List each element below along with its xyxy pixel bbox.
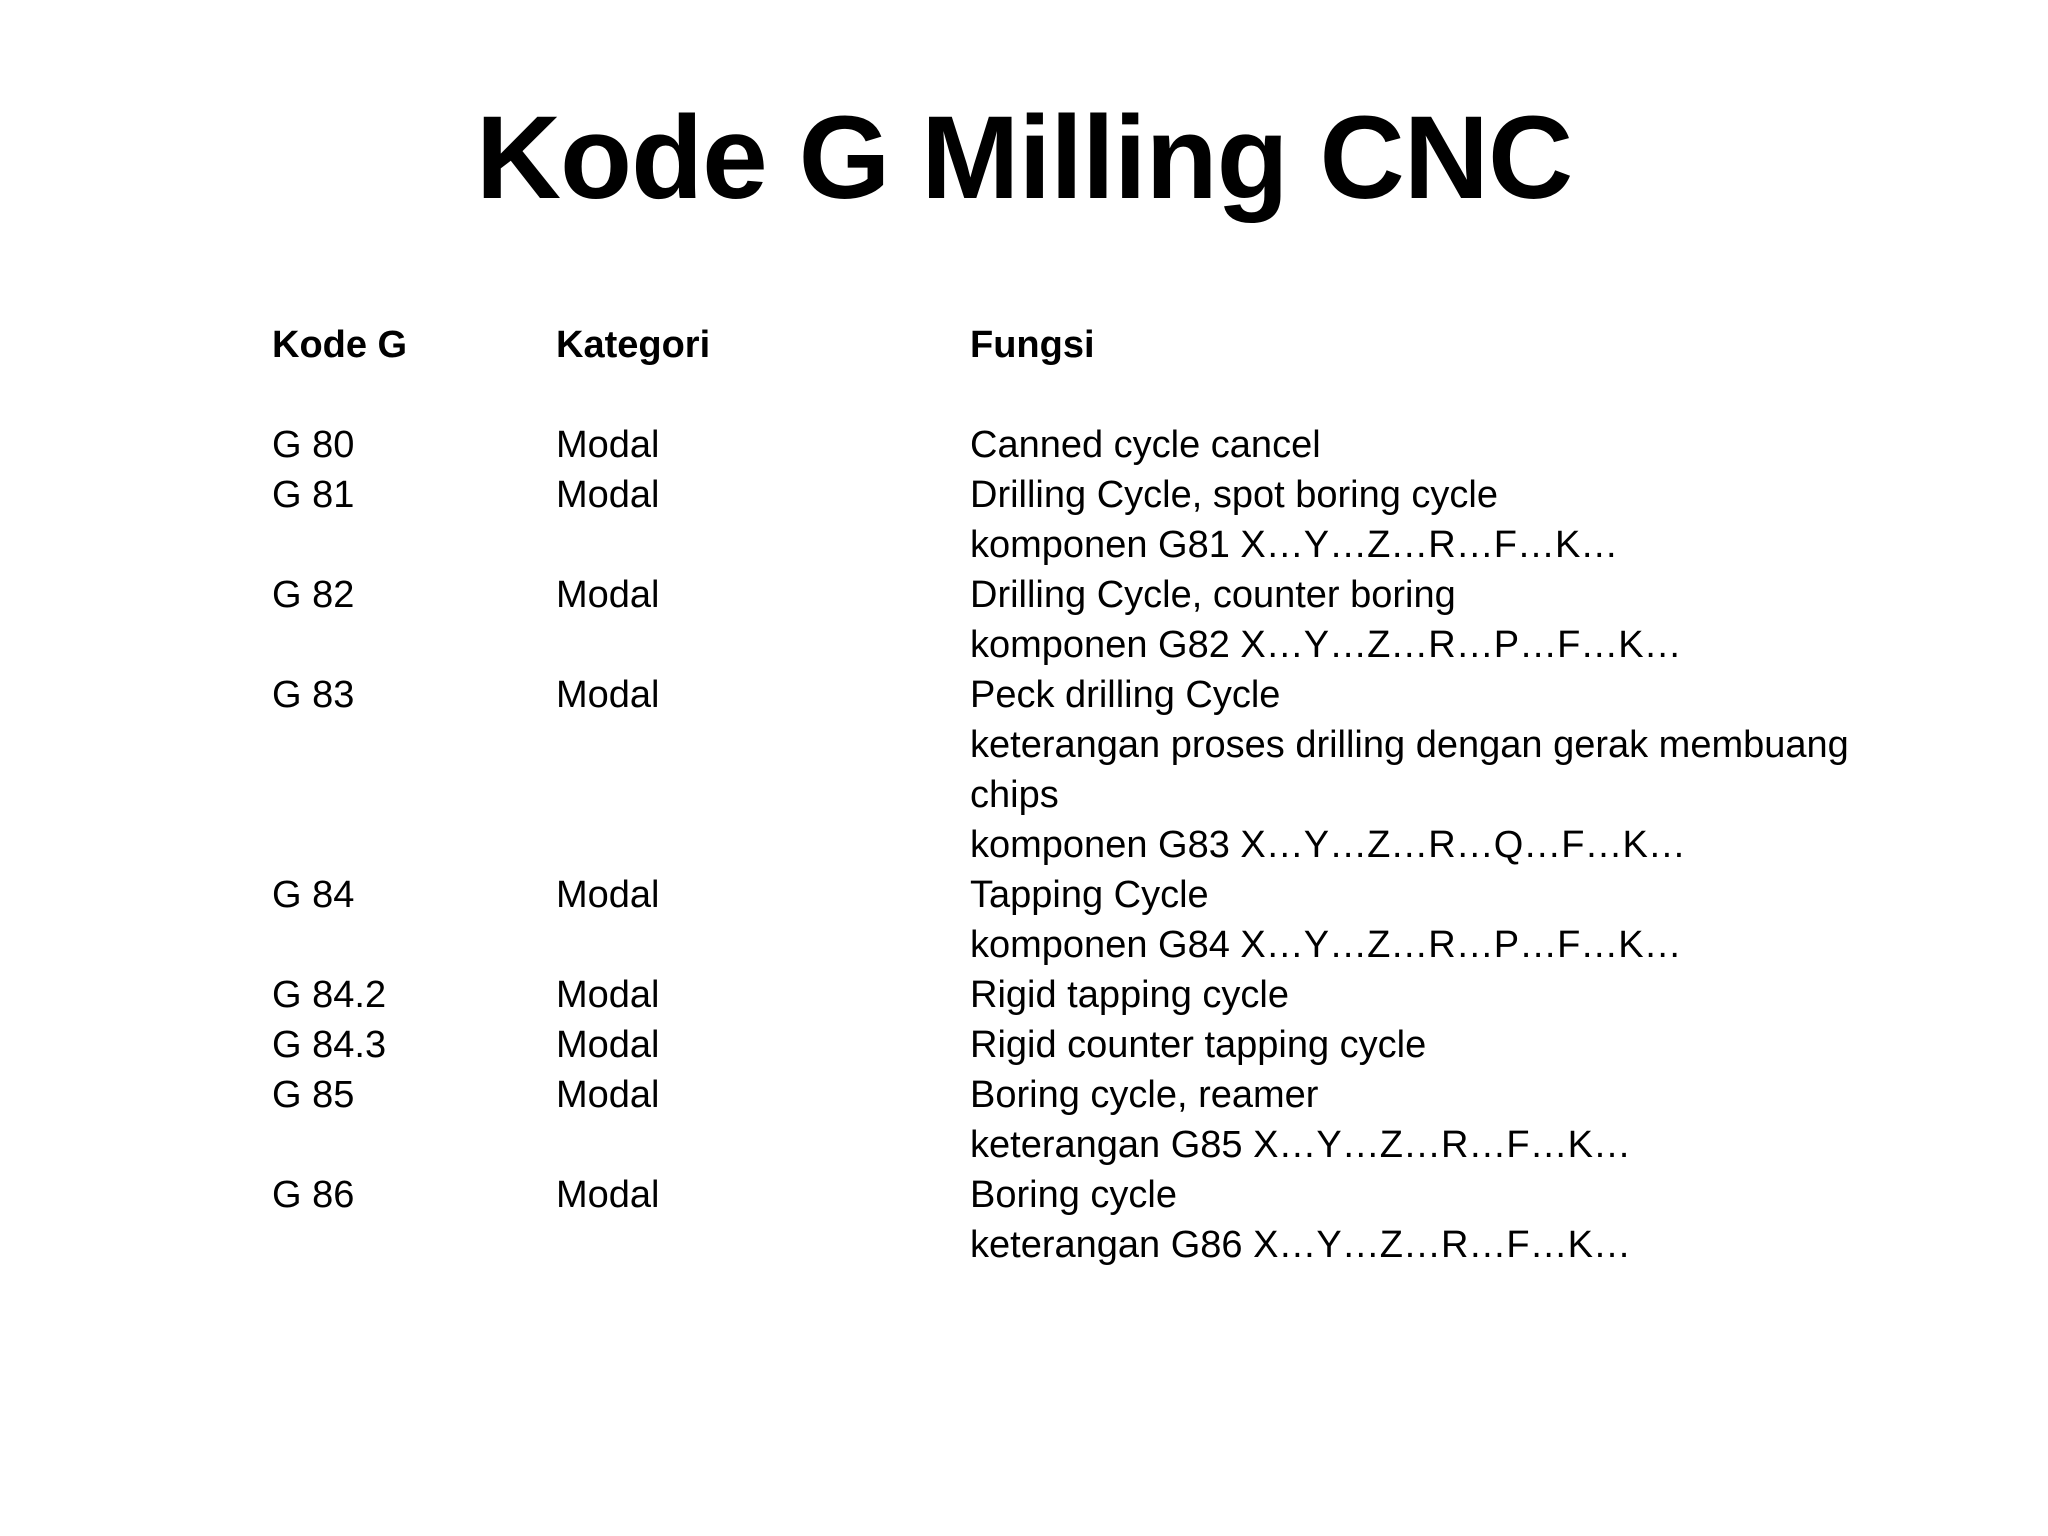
row-category: Modal [556, 974, 660, 1016]
table-row [272, 1070, 1972, 1170]
header-function: Fungsi [970, 324, 1095, 366]
row-function [970, 1070, 1890, 1170]
header-code: Kode G [272, 324, 408, 366]
function-line: Drilling Cycle, spot boring cycle [970, 474, 1498, 516]
row-code: G 84.3 [272, 1024, 387, 1066]
row-function [970, 970, 1890, 1020]
row-code: G 82 [272, 574, 355, 616]
row-code: G 83 [272, 674, 355, 716]
function-line: Peck drilling Cycle [970, 674, 1281, 716]
function-line: Canned cycle cancel [970, 424, 1321, 466]
table-row [272, 420, 1972, 470]
row-function [970, 870, 1890, 970]
function-line: komponen G84 X…Y…Z…R…P…F…K… [970, 924, 1682, 966]
function-line: keterangan G86 X…Y…Z…R…F…K… [970, 1224, 1631, 1266]
row-category: Modal [556, 1074, 660, 1116]
table-row [272, 470, 1972, 570]
function-line: Rigid tapping cycle [970, 974, 1289, 1016]
table-row [272, 970, 1972, 1020]
row-category: Modal [556, 424, 660, 466]
row-code: G 84.2 [272, 974, 387, 1016]
table-row [272, 1170, 1972, 1270]
row-function [970, 570, 1890, 670]
function-line: Rigid counter tapping cycle [970, 1024, 1427, 1066]
row-code: G 86 [272, 1174, 355, 1216]
row-function [970, 420, 1890, 470]
function-line: Drilling Cycle, counter boring [970, 574, 1456, 616]
row-category: Modal [556, 1024, 660, 1066]
function-line: komponen G81 X…Y…Z…R…F…K… [970, 524, 1619, 566]
row-category: Modal [556, 474, 660, 516]
function-line: Tapping Cycle [970, 874, 1209, 916]
table-row [272, 870, 1972, 970]
row-category: Modal [556, 574, 660, 616]
row-function [970, 1020, 1890, 1070]
table-row [272, 670, 1972, 870]
table-row [272, 1020, 1972, 1070]
function-line: chips [970, 774, 1059, 816]
function-line: keterangan G85 X…Y…Z…R…F…K… [970, 1124, 1631, 1166]
slide-title: Kode G Milling CNC [475, 92, 1573, 224]
table-row [272, 570, 1972, 670]
row-code: G 84 [272, 874, 355, 916]
row-function [970, 1170, 1890, 1270]
gcode-table [272, 320, 1972, 1270]
row-category: Modal [556, 674, 660, 716]
function-line: Boring cycle [970, 1174, 1177, 1216]
row-function [970, 670, 1890, 870]
header-category: Kategori [556, 324, 711, 366]
function-line: Boring cycle, reamer [970, 1074, 1319, 1116]
row-category: Modal [556, 874, 660, 916]
row-code: G 81 [272, 474, 355, 516]
function-line: komponen G83 X…Y…Z…R…Q…F…K… [970, 824, 1686, 866]
row-category: Modal [556, 1174, 660, 1216]
function-line: keterangan proses drilling dengan gerak membuang [970, 724, 1849, 766]
row-code: G 85 [272, 1074, 355, 1116]
row-code: G 80 [272, 424, 355, 466]
function-line: komponen G82 X…Y…Z…R…P…F…K… [970, 624, 1682, 666]
row-function [970, 470, 1890, 570]
table-header [272, 320, 1972, 370]
